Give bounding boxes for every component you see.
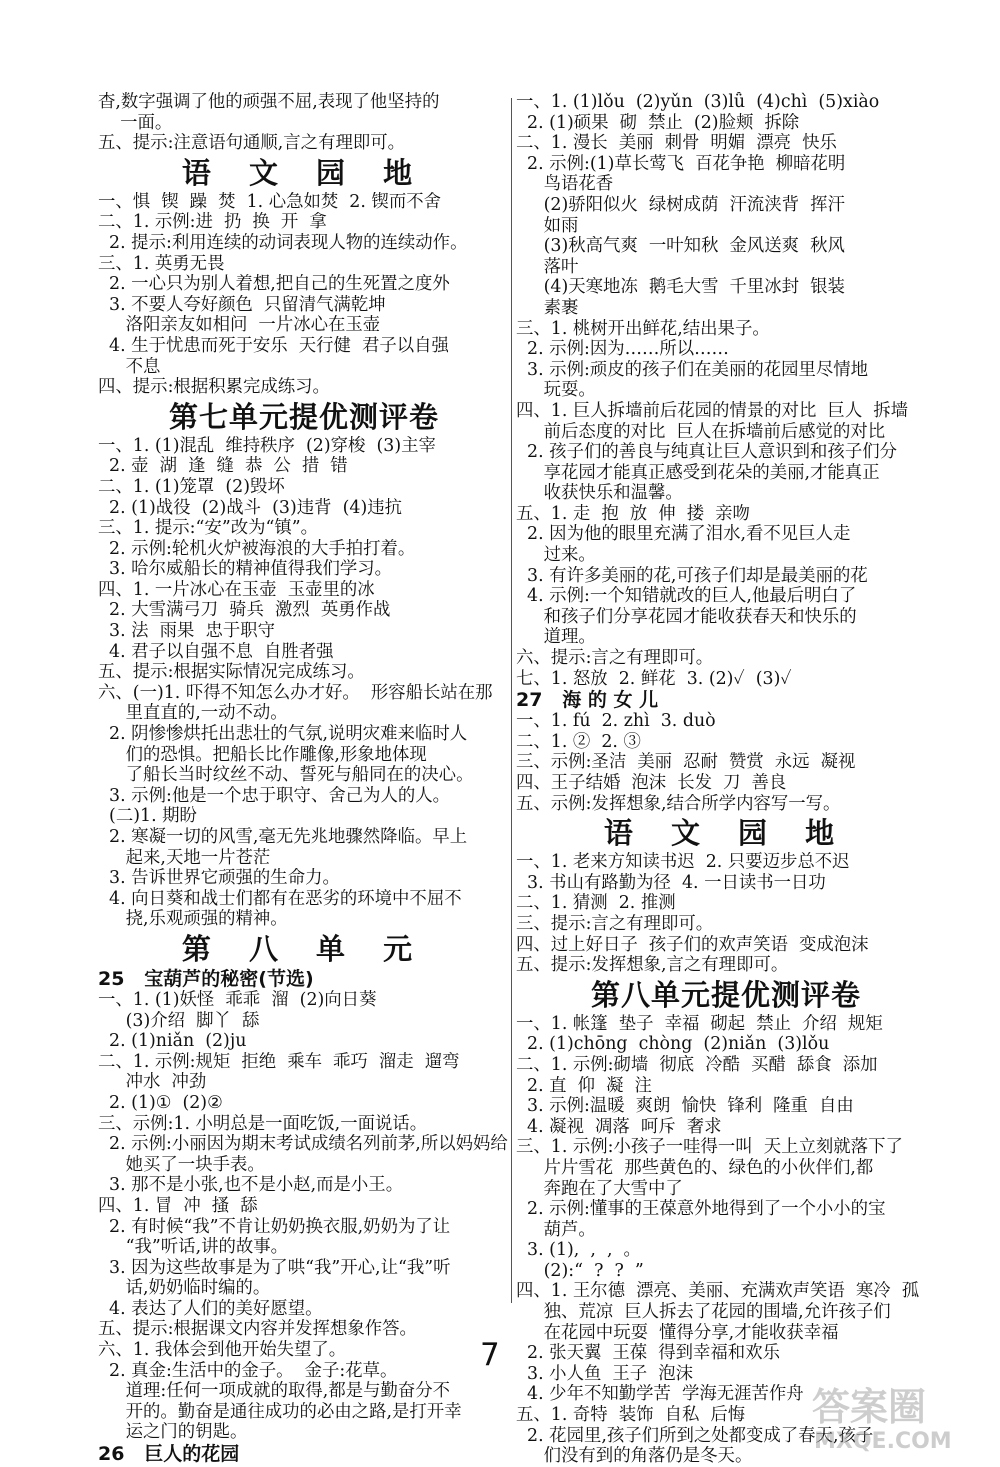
answer-line: 三、1. 英勇无畏 xyxy=(98,253,225,274)
answer-line: 开的。勤奋是通往成功的必由之路,是打开幸 xyxy=(98,1401,462,1422)
column-divider xyxy=(511,98,512,1303)
answer-line: 4. 生于忧患而死于安乐 天行健 君子以自强 xyxy=(98,335,449,356)
answer-line: 三、示例:圣洁 美丽 忍耐 赞赏 永远 凝视 xyxy=(516,752,856,773)
answer-line: 2. 示例:(1)草长莺飞 百花争艳 柳暗花明 xyxy=(516,153,846,174)
answer-line: 3. 示例:温暖 爽朗 愉快 锋利 隆重 自由 xyxy=(516,1096,854,1117)
answer-line: 3. 不要人夸好颜色 只留清气满乾坤 xyxy=(98,294,386,315)
answer-line: 如雨 xyxy=(516,215,579,236)
answer-line: 一、1. (1)混乱 维持秩序 (2)穿梭 (3)主宰 xyxy=(98,435,436,456)
answer-line: 2. 示例:轮机火炉被海浪的大手拍打着。 xyxy=(98,538,416,559)
answer-line: 鸟语花香 xyxy=(516,174,614,195)
answer-line: 2. (1)① (2)② xyxy=(98,1092,223,1113)
answer-line: 2. 一心只为别人着想,把自己的生死置之度外 xyxy=(98,274,450,295)
answer-line: 五、提示:注意语句通顺,言之有理即可。 xyxy=(98,133,406,154)
answer-line: 2. 直 仰 凝 注 xyxy=(516,1075,652,1096)
answer-line: (4)天寒地冻 鹅毛大雪 千里冰封 银装 xyxy=(516,277,845,298)
answer-line: 落叶 xyxy=(516,256,579,277)
answer-line: 六、(一)1. 吓得不知怎么办才好。 形容船长站在那 xyxy=(98,682,493,703)
answer-line: 2. 示例:因为……所以…… xyxy=(516,339,729,360)
answer-line: 3. 那不是小张,也不是小赵,而是小王。 xyxy=(98,1175,404,1196)
answer-line: 六、提示:言之有理即可。 xyxy=(516,648,714,669)
answer-line: 2. 示例:懂事的王葆意外地得到了一个小小的宝 xyxy=(516,1199,886,1220)
answer-line: 四、提示:根据积累完成练习。 xyxy=(98,377,330,398)
answer-line: (二)1. 期盼 xyxy=(98,806,197,827)
answer-line: 五、提示:根据课文内容并发挥想象作答。 xyxy=(98,1319,417,1340)
lesson-title: 27 海 的 女 儿 xyxy=(516,689,659,712)
answer-line: 二、1. 示例:砌墙 彻底 冷酷 买醋 舔食 添加 xyxy=(516,1054,878,1075)
answer-line: 冲水 冲劲 xyxy=(98,1072,207,1093)
answer-line: 4. 凝视 凋落 呵斥 奢求 xyxy=(516,1116,722,1137)
answer-line: 一、1. fú 2. zhì 3. duò xyxy=(516,711,716,732)
answer-line: 2. 提示:利用连续的动词表现人物的连续动作。 xyxy=(98,232,468,253)
answer-line: 道理:任何一项成就的取得,都是与勤奋分不 xyxy=(98,1381,451,1402)
answer-line: 一、1. 老来方知读书迟 2. 只要迈步总不迟 xyxy=(516,852,850,873)
answer-line: 二、1. 漫长 美丽 刺骨 明媚 漂亮 快乐 xyxy=(516,133,837,154)
answer-line: 3. 哈尔威船长的精神值得我们学习。 xyxy=(98,559,393,580)
answer-line: 3. 有许多美丽的花,可孩子们却是最美丽的花 xyxy=(516,565,868,586)
answer-line: 3. 小人鱼 王子 泡沫 xyxy=(516,1363,694,1384)
answer-line: 3. 因为这些故事是为了哄“我”开心,让“我”听 xyxy=(98,1257,451,1278)
answer-line: 3. 法 雨果 忠于职守 xyxy=(98,621,276,642)
answer-line: 4. 示例:一个知错就改的巨人,他最后明白了 xyxy=(516,586,857,607)
left-column xyxy=(98,92,510,1465)
answer-line: 五、示例:发挥想象,结合所学内容写一写。 xyxy=(516,793,841,814)
answer-line: 三、示例:1. 小明总是一面吃饭,一面说话。 xyxy=(98,1113,428,1134)
answer-line: 和孩子们分享花园才能收获春天和快乐的 xyxy=(516,606,857,627)
answer-line: 们的恐惧。把船长比作雕像,形象地体现 xyxy=(98,744,427,765)
answer-line: (2):“ ? ? ” xyxy=(516,1260,644,1281)
lesson-title: 25 宝葫芦的秘密(节选) xyxy=(98,967,314,990)
answer-line: 四、过上好日子 孩子们的欢声笑语 变成泡沫 xyxy=(516,934,869,955)
answer-line: 2. 张天翼 王葆 得到幸福和欢乐 xyxy=(516,1343,780,1364)
watermark-url: MXQE.COM xyxy=(814,1429,952,1454)
answer-line: 4. 君子以自强不息 自胜者强 xyxy=(98,641,334,662)
answer-line: 玩耍。 xyxy=(516,380,596,401)
answer-line: 不息 xyxy=(98,356,161,377)
answer-line: 2. 寒凝一切的风雪,毫无先兆地骤然降临。早上 xyxy=(98,827,468,847)
answer-line: 一、1. (1)lǒu (2)yǔn (3)lǚ (4)chì (5)xiào xyxy=(516,92,880,112)
section-heading: 第 八 单 元 xyxy=(181,931,427,966)
answer-line: 2. 阴惨惨烘托出悲壮的气氛,说明灾难来临时人 xyxy=(98,724,468,745)
answer-line: 4. 表达了人们的美好愿望。 xyxy=(98,1298,323,1319)
answer-line: 3. 示例:他是一个忠于职守、舍己为人的人。 xyxy=(98,785,451,806)
right-column xyxy=(516,92,936,1467)
answer-line: 了船长当时纹丝不动、誓死与船同在的决心。 xyxy=(98,765,474,786)
answer-line: 四、1. 王尔德 漂亮、美丽、充满欢声笑语 寒冷 孤 xyxy=(516,1281,920,1302)
answer-line: 4. 向日葵和战士们都有在恶劣的环境中不屈不 xyxy=(98,888,462,909)
answer-line: 2. (1)niǎn (2)ju xyxy=(98,1031,247,1052)
answer-line: 葫芦。 xyxy=(516,1219,596,1240)
answer-line: 二、1. ② 2. ③ xyxy=(516,731,641,752)
answer-line: 3. 示例:顽皮的孩子们在美丽的花园里尽情地 xyxy=(516,359,869,380)
answer-line: 二、1. 示例:进 扔 换 开 拿 xyxy=(98,212,327,233)
answer-line: 里直直的,一动不动。 xyxy=(98,703,288,724)
watermark-logo xyxy=(808,1380,993,1455)
answer-line: 3. (1), , , 。 xyxy=(516,1240,641,1261)
answer-line: 三、1. 桃树开出鲜花,结出果子。 xyxy=(516,318,770,339)
answer-line: 一、1. (1)妖怪 乖乖 溜 (2)向日葵 xyxy=(98,989,377,1010)
answer-line: (3)秋高气爽 一叶知秋 金风送爽 秋风 xyxy=(516,236,845,257)
answer-line: 一面。 xyxy=(98,112,173,133)
answer-line: 2. (1)战役 (2)战斗 (3)违背 (4)违抗 xyxy=(98,497,403,518)
answer-line: 四、1. 冒 冲 搔 舔 xyxy=(98,1195,258,1216)
answer-line: 2. 真金:生活中的金子。 金子:花草。 xyxy=(98,1360,398,1381)
answer-line: 一、1. 帐篷 垫子 幸福 砌起 禁止 介绍 规矩 xyxy=(516,1013,883,1034)
answer-line: 2. (1)chōng chòng (2)niǎn (3)lǒu xyxy=(516,1034,830,1055)
answer-line: (2)骄阳似火 绿树成荫 汗流浃背 挥汗 xyxy=(516,194,845,215)
answer-line: 素裹 xyxy=(516,297,579,318)
answer-line: 2. 有时候“我”不肯让奶奶换衣服,奶奶为了让 xyxy=(98,1216,451,1237)
answer-line: 起来,天地一片苍茫 xyxy=(98,847,271,868)
answer-line: 二、1. 猜测 2. 推测 xyxy=(516,893,676,914)
answer-line: 挠,乐观顽强的精神。 xyxy=(98,909,288,930)
answer-line: 奔跑在了大雪中了 xyxy=(516,1178,683,1199)
answer-line: 一、惧 锲 躁 焚 1. 心急如焚 2. 锲而不舍 xyxy=(98,191,441,212)
lesson-title: 26 巨人的花园 xyxy=(98,1443,240,1466)
answer-line: 四、王子结婚 泡沫 长发 刀 善良 xyxy=(516,773,787,793)
answer-line: 三、1. 示例:小孩子一哇得一叫 天上立刻就落下了 xyxy=(516,1137,903,1158)
answer-line: 4. 少年不知勤学苦 学海无涯苦作舟 xyxy=(516,1384,804,1405)
answer-line: 七、1. 怒放 2. 鲜花 3. (2)✓ (3)✓ xyxy=(516,668,792,689)
answer-line: “我”听话,讲的故事。 xyxy=(98,1237,289,1258)
answer-line: 话,奶奶临时编的。 xyxy=(98,1278,271,1299)
answer-line: 杳,数字强调了他的顽强不屈,表现了他坚持的 xyxy=(98,92,440,112)
answer-line: 独、荒凉 巨人拆去了花园的围墙,允许孩子们 xyxy=(516,1302,891,1323)
answer-line: 片片雪花 那些黄色的、绿色的小伙伴们,都 xyxy=(516,1157,874,1178)
answer-line: 2. 因为他的眼里充满了泪水,看不见巨人走 xyxy=(516,524,851,545)
answer-line: 2. 壶 湖 逢 缝 恭 公 措 错 xyxy=(98,456,348,477)
answer-line: 四、1. 一片冰心在玉壶 玉壶里的冰 xyxy=(98,579,375,600)
answer-line: 收获快乐和温馨。 xyxy=(516,483,683,504)
answer-line: 她买了一块手表。 xyxy=(98,1154,265,1175)
section-heading: 第八单元提优测评卷 xyxy=(590,977,861,1012)
answer-line: 2. 花园里,孩子们所到之处都变成了春天,孩子 xyxy=(516,1425,874,1446)
answer-line: 道理。 xyxy=(516,627,596,648)
answer-line: 在花园中玩耍 懂得分享,才能收获幸福 xyxy=(516,1322,839,1343)
answer-line: 五、提示:根据实际情况完成练习。 xyxy=(98,662,365,683)
answer-line: 3. 书山有路勤为径 4. 一日读书一日功 xyxy=(516,872,826,893)
section-heading: 语 文 园 地 xyxy=(181,155,427,190)
answer-line: 五、1. 走 抱 放 伸 搂 亲吻 xyxy=(516,503,750,524)
answer-line: 前后态度的对比 巨人在拆墙前后感觉的对比 xyxy=(516,421,886,442)
answer-line: 运之门的钥匙。 xyxy=(98,1422,248,1443)
section-heading: 语 文 园 地 xyxy=(603,816,849,851)
page-number: 7 xyxy=(480,1337,500,1373)
answer-line: 五、提示:发挥想象,言之有理即可。 xyxy=(516,955,789,976)
answer-line: 2. 孩子们的善良与纯真让巨人意识到和孩子们分 xyxy=(516,442,897,463)
section-heading: 第七单元提优测评卷 xyxy=(168,399,439,434)
answer-line: 四、1. 巨人拆墙前后花园的情景的对比 巨人 拆墙 xyxy=(516,400,909,421)
answer-line: 三、1. 提示:“安”改为“镇”。 xyxy=(98,518,319,539)
answer-line: 2. 大雪满弓刀 骑兵 激烈 英勇作战 xyxy=(98,600,391,621)
answer-line: 五、1. 奇特 装饰 自私 后悔 xyxy=(516,1405,746,1426)
answer-line: 2. (1)硕果 砌 禁止 (2)脸颊 拆除 xyxy=(516,112,800,133)
answer-line: 二、1. (1)笼罩 (2)毁坏 xyxy=(98,476,285,497)
answer-line: 洛阳亲友如相问 一片冰心在玉壶 xyxy=(98,315,381,336)
answer-line: 二、1. 示例:规矩 拒绝 乘车 乖巧 溜走 遛弯 xyxy=(98,1051,460,1072)
watermark-title: 答案圈 xyxy=(812,1385,927,1429)
answer-line: 2. 示例:小丽因为期末考试成绩名列前茅,所以妈妈给 xyxy=(98,1134,508,1155)
answer-line: 3. 告诉世界它顽强的生命力。 xyxy=(98,868,340,889)
answer-line: 三、提示:言之有理即可。 xyxy=(516,913,714,934)
answer-line: 过来。 xyxy=(516,545,596,566)
answer-line: (3)介绍 脚丫 舔 xyxy=(98,1010,260,1031)
answer-line: 六、1. 我体会到他开始失望了。 xyxy=(98,1340,347,1361)
answer-line: 们没有到的角落仍是冬天。 xyxy=(516,1446,753,1467)
answer-line: 享花园才能真正感受到花朵的美丽,才能真正 xyxy=(516,462,880,483)
